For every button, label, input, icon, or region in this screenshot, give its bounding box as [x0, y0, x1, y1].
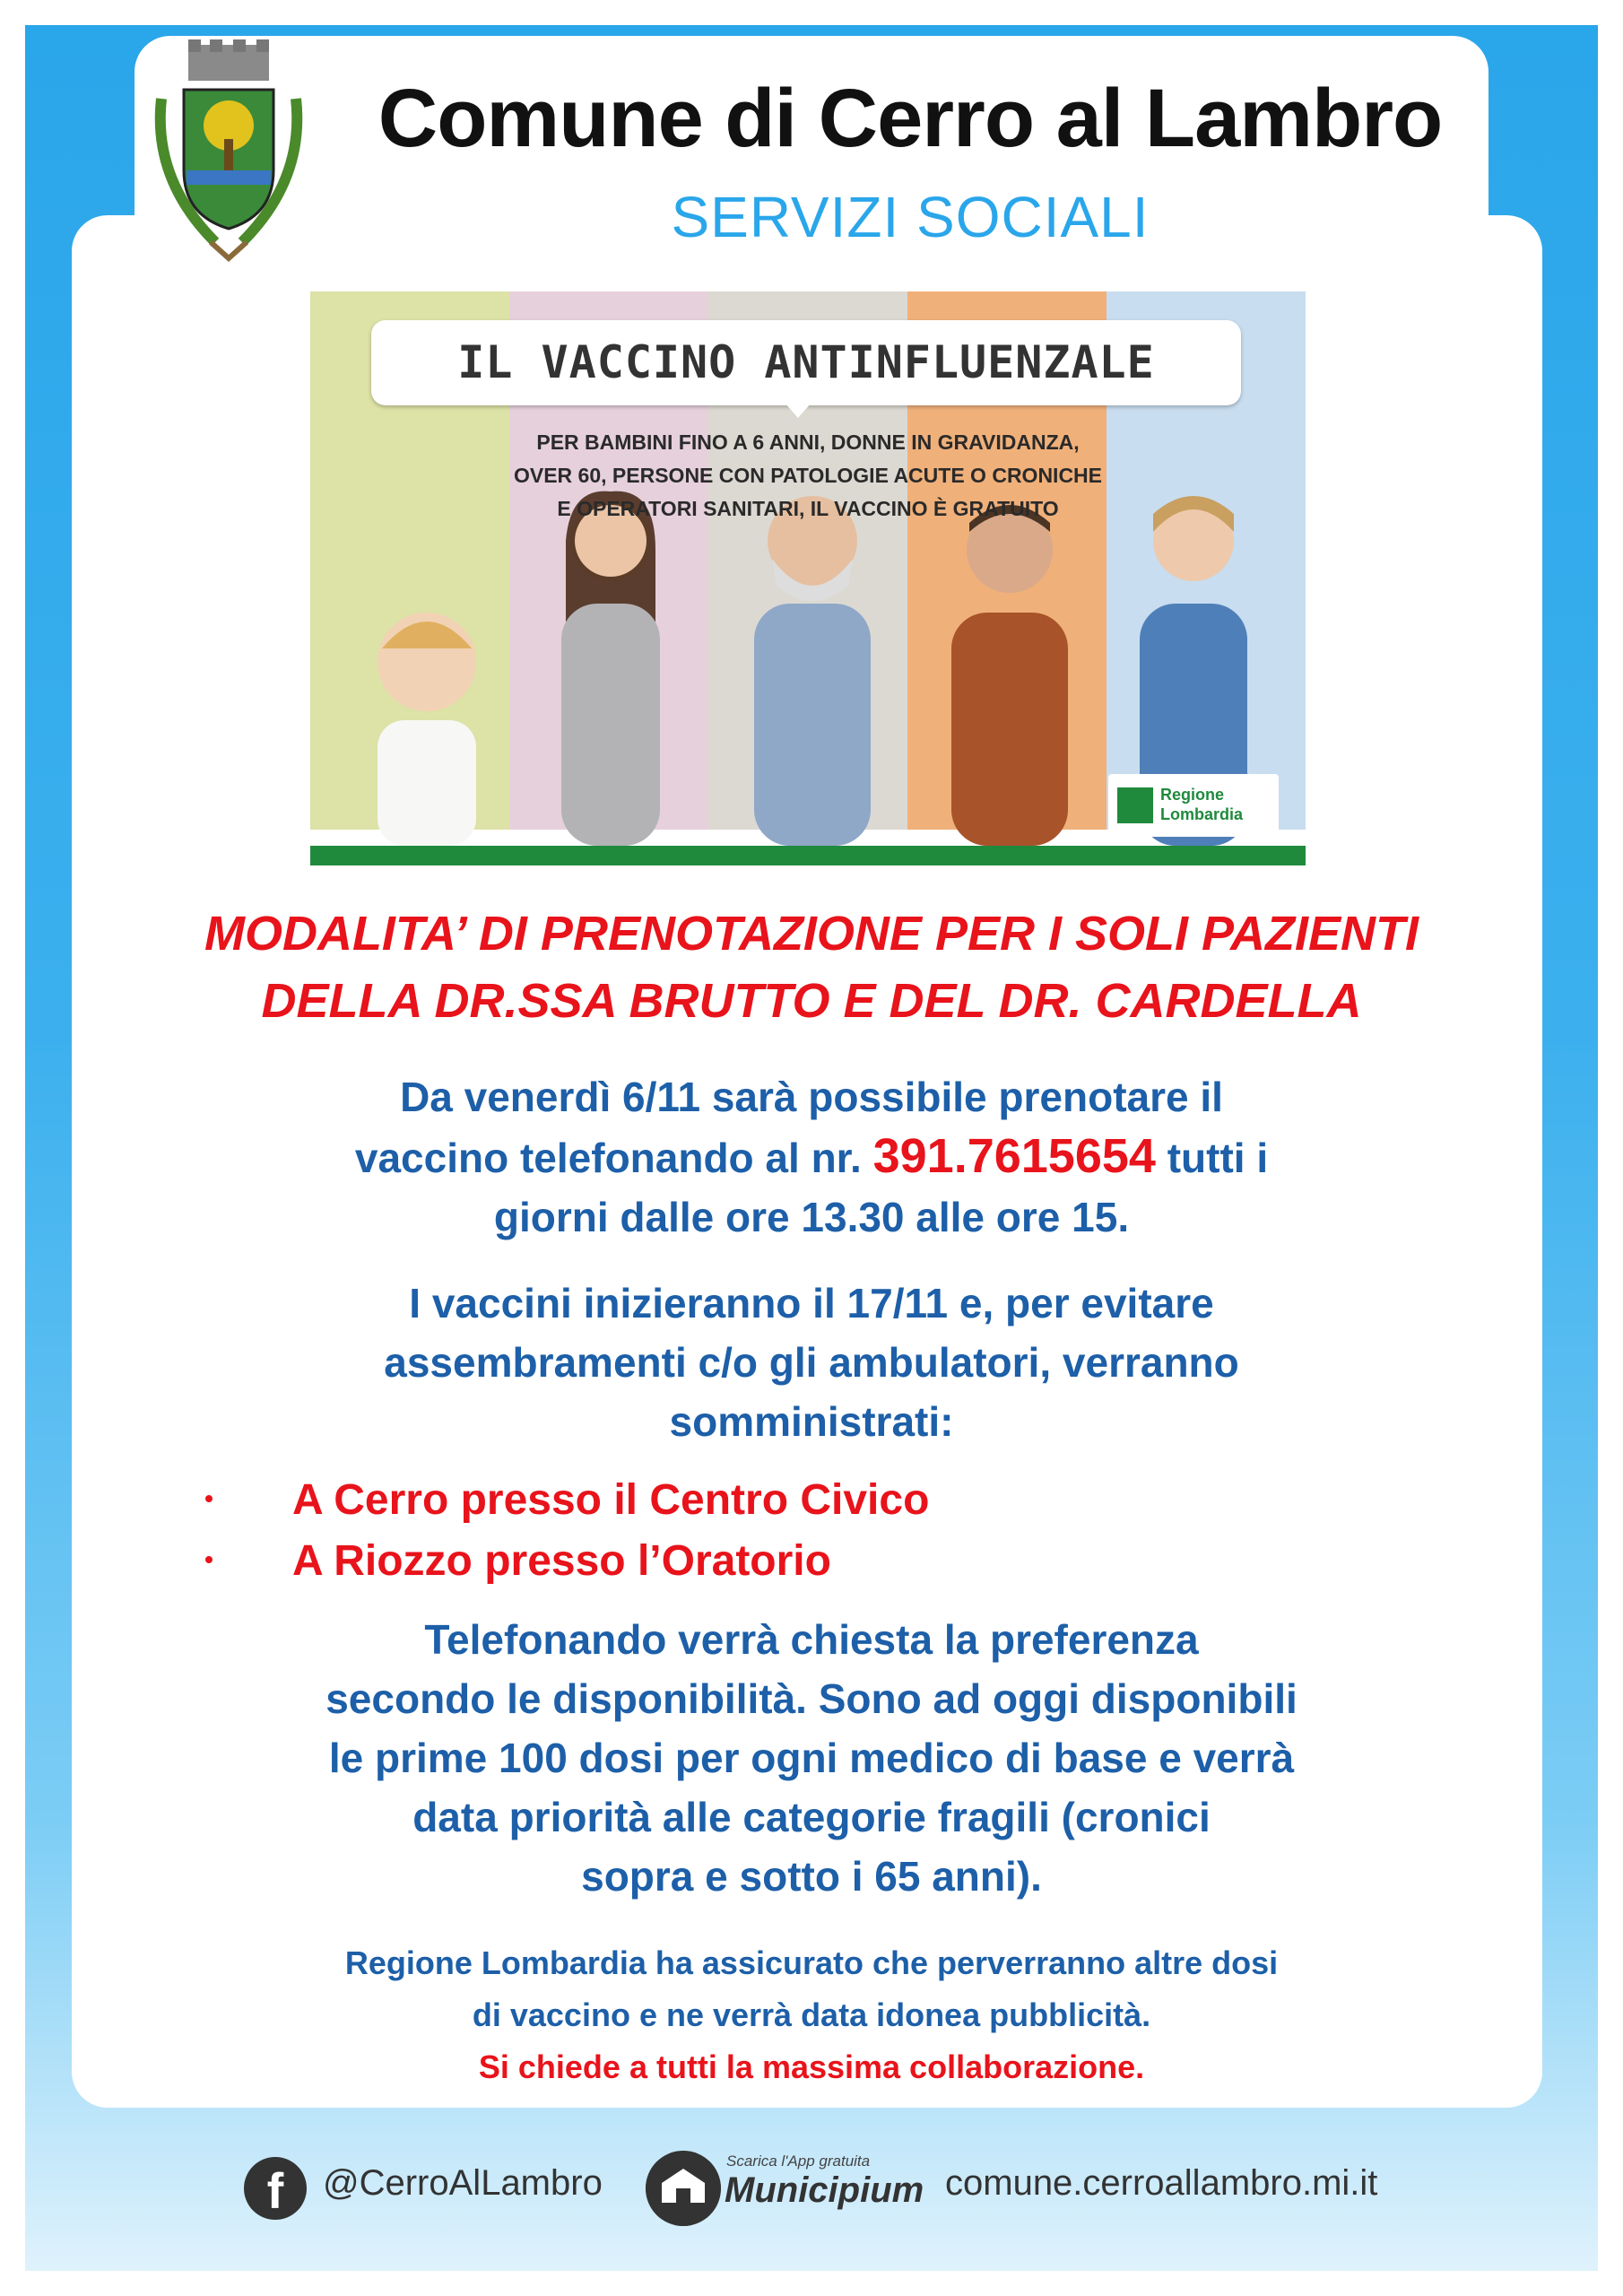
- para-line: giorni dalle ore 13.30 alle ore 15.: [493, 1194, 1130, 1240]
- facebook-handle[interactable]: @CerroAlLambro: [323, 2163, 603, 2203]
- booking-heading-line2: DELLA DR.SSA BRUTTO E DEL DR. CARDELLA: [261, 974, 1362, 1028]
- preference-paragraph: [152, 1610, 1471, 1906]
- para-line: sopra e sotto i 65 anni).: [581, 1853, 1042, 1900]
- banner-line: E OPERATORI SANITARI, IL VACCINO È GRATUITO: [557, 497, 1059, 520]
- logo-line: Regione: [1160, 786, 1225, 804]
- booking-heading-line1: MODALITA’ DI PRENOTAZIONE PER I SOLI PAZIENTI: [204, 907, 1419, 961]
- app-name[interactable]: Municipium: [725, 2170, 924, 2210]
- website-link[interactable]: comune.cerroallambro.mi.it: [945, 2163, 1378, 2203]
- vaccination-paragraph: [152, 1274, 1471, 1451]
- facebook-icon[interactable]: f: [244, 2157, 307, 2220]
- para-line: data priorità alle categorie fragili (cronici: [412, 1794, 1211, 1840]
- banner-title: IL VACCINO ANTINFLUENZALE: [371, 320, 1241, 405]
- phone-number[interactable]: 391.7615654: [872, 1129, 1156, 1183]
- note-line: di vaccino e ne verrà data idonea pubblicità.: [472, 1996, 1151, 2033]
- man-figure-icon: [929, 469, 1090, 846]
- page-title: Comune di Cerro al Lambro: [378, 73, 1443, 164]
- banner-subtitle: [364, 426, 1252, 526]
- para-line: le prime 100 dosi per ogni medico di base e verrà: [328, 1735, 1295, 1781]
- booking-paragraph: [152, 1067, 1471, 1247]
- bullet-icon: [205, 1556, 213, 1563]
- para-line: Da venerdì 6/11 sarà possibile prenotare il: [400, 1074, 1223, 1120]
- pregnant-woman-figure-icon: [534, 469, 687, 846]
- regione-lombardia-logo: [1108, 774, 1279, 837]
- banner-green-bar: [310, 846, 1306, 865]
- bullet-icon: [205, 1495, 213, 1502]
- coat-of-arms-icon: [135, 36, 323, 269]
- child-figure-icon: [355, 586, 499, 846]
- page-subtitle: SERVIZI SOCIALI: [671, 185, 1150, 249]
- para-line: Telefonando verrà chiesta la preferenza: [424, 1616, 1199, 1663]
- logo-line: Lombardia: [1160, 805, 1244, 823]
- municipium-app-icon[interactable]: [646, 2151, 721, 2226]
- note-line: Regione Lombardia ha assicurato che perverranno altre dosi: [344, 1944, 1279, 1981]
- para-line: assembramenti c/o gli ambulatori, verranno: [384, 1339, 1239, 1386]
- note-line: Si chiede a tutti la massima collaborazione.: [478, 2048, 1145, 2085]
- para-line: vaccino telefonando al nr. 391.7615654 tutti i: [354, 1129, 1269, 1183]
- bubble-tail: [785, 404, 811, 418]
- app-download-text: Scarica l'App gratuita: [726, 2152, 871, 2170]
- closing-note: [135, 1937, 1488, 2093]
- regione-lombardia-cross-icon: [1117, 787, 1153, 823]
- para-line: secondo le disponibilità. Sono ad oggi disponibili: [325, 1675, 1298, 1722]
- banner-line: OVER 60, PERSONE CON PATOLOGIE ACUTE O CRONICHE: [513, 464, 1103, 487]
- para-line: I vaccini inizieranno il 17/11 e, per evitare: [409, 1280, 1214, 1326]
- para-line: somministrati:: [669, 1398, 954, 1445]
- vaccine-banner: [310, 291, 1306, 865]
- banner-line: PER BAMBINI FINO A 6 ANNI, DONNE IN GRAVIDANZA,: [536, 430, 1080, 454]
